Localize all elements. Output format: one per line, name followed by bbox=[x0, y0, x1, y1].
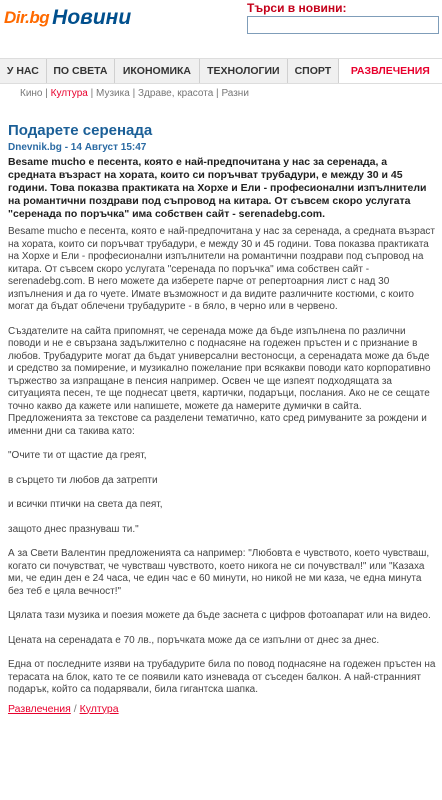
subnav-separator: | bbox=[216, 88, 219, 99]
article-meta bbox=[8, 142, 436, 154]
nav-item-razvlecheniya[interactable]: РАЗВЛЕЧЕНИЯ bbox=[339, 59, 442, 83]
site-header bbox=[0, 0, 442, 50]
poem-line: "Очите ти от щастие да греят, bbox=[8, 450, 147, 461]
meta-separator: - bbox=[64, 142, 71, 153]
poem-line: в сърцето ти любов да затрепти bbox=[8, 474, 158, 486]
nav-item-po-sveta[interactable]: ПО СВЕТА bbox=[47, 59, 116, 83]
subnav-item-kino[interactable]: Кино bbox=[20, 88, 43, 99]
nav-item-ikonomika[interactable]: ИКОНОМИКА bbox=[115, 59, 199, 83]
article bbox=[8, 122, 436, 715]
main-nav bbox=[0, 58, 442, 84]
article-paragraph: Създателите на сайта припомнят, че серенада може да бъде изпълнена по различни поводи и не е свързана задължително с поднасяне на годежен пръстен и с признание в любов. Трубадурите могат да бъдат универсални вестоносци, а серенадата може да бъде и средство за помирение, и музикално пожелание при всякакви поводи като корпоративно тържество за изпращане в пенсия например. Освен че ще изпеят подходящата за ситуацията песен, те ще поднесат цветя, картички, подаръци, послания. Ако не се сещате точно какво да кажете или напишете, можете да намерите думички в сайта. Предложенията за текстове са разделени тематично, като сред римуваните за рождени и именни дни са такива като: bbox=[8, 325, 431, 437]
poem-line: и всички птички на света да пеят, bbox=[8, 499, 163, 510]
poem-line: защото днес празнуваш ти." bbox=[8, 523, 139, 535]
subnav bbox=[20, 88, 249, 99]
article-paragraph: Цената на серенадата е 70 лв., поръчката може да се изпълни от днес за днес. bbox=[8, 634, 380, 646]
breadcrumb-link-kultura[interactable]: Култура bbox=[79, 702, 119, 715]
nav-item-sport[interactable]: СПОРТ bbox=[288, 59, 339, 83]
subnav-item-kultura[interactable]: Култура bbox=[50, 88, 88, 99]
site-logo[interactable] bbox=[4, 6, 131, 30]
breadcrumb-separator: / bbox=[73, 702, 77, 715]
logo-brand: Dir.bg bbox=[4, 8, 50, 27]
subnav-separator: | bbox=[132, 88, 136, 99]
article-lead: Besame mucho е песента, която е най-предпочитана у нас за серенада, а средната възраст на хората, които си поръчват трубадури, е между 30 и 45 години. Това показва практиката на Хорхе и Ели - професионални изпълнители на романтични поздрави под съпровод на китара. От съвсем скоро услугата "серенада по поръчка" има собствен сайт - serenadebg.com. bbox=[8, 156, 427, 220]
breadcrumb-link-razvlecheniya[interactable]: Развлечения bbox=[8, 702, 71, 715]
article-source: Dnevnik.bg bbox=[8, 142, 62, 153]
article-paragraph: Цялата тази музика и поезия можете да бъде заснета с цифров фотоапарат или на видео. bbox=[8, 610, 431, 621]
article-date: 14 Август 15:47 bbox=[70, 142, 147, 153]
article-paragraph: Besame mucho е песента, която е най-предпочитана у нас за серенада, а средната възраст на хората, които си поръчват трубадури, е между 30 и 45 години. Това показва практиката на Хорхе и Ели - професионални изпълнители на романтични поздрави под съпровод на китара. От съвсем скоро услугата "серенада по поръчка" има собствен сайт - serenadebg.com. В него можете да изберете парче от репертоарния лист с над 30 изпълнения и да го чуете. Имате възможност и да видите различните костюми, с които могат да бъдат облечени трубадурите - в бяло, в черно или в червено. bbox=[8, 226, 436, 312]
subnav-item-zdrave[interactable]: Здраве, красота bbox=[137, 88, 214, 99]
subnav-separator: | bbox=[45, 88, 48, 99]
subnav-item-muzika[interactable]: Музика bbox=[96, 88, 130, 99]
search-label: Търси в новини: bbox=[247, 1, 347, 15]
article-title: Подарете серенада bbox=[8, 122, 153, 139]
category-breadcrumb bbox=[8, 703, 436, 715]
subnav-separator: | bbox=[90, 88, 94, 99]
nav-item-u-nas[interactable]: У НАС bbox=[0, 59, 47, 83]
article-paragraph: А за Свети Валентин предложенията са например: "Любовта е чувството, което чувстваш, когато си почувстват, че чувстваш чувството, което никога не си почувствал!" или "Казаха ми, че един ден е 24 часа, че един час е 60 минути, но никой не ми каза, че една минута без теб е цяла вечност!" bbox=[8, 548, 430, 597]
logo-text: Новини bbox=[52, 6, 132, 29]
search-input[interactable] bbox=[247, 16, 439, 34]
subnav-item-razni[interactable]: Разни bbox=[221, 88, 249, 99]
article-paragraph: Една от последните изяви на трубадурите била по повод поднасяне на годежен пръстен на терасата на блок, като те се появили като изневада от съседен балкон. А най-странният подарък, който са подарявали, била гигантска шапка. bbox=[8, 659, 436, 695]
nav-item-tehnologii[interactable]: ТЕХНОЛОГИИ bbox=[200, 59, 288, 83]
